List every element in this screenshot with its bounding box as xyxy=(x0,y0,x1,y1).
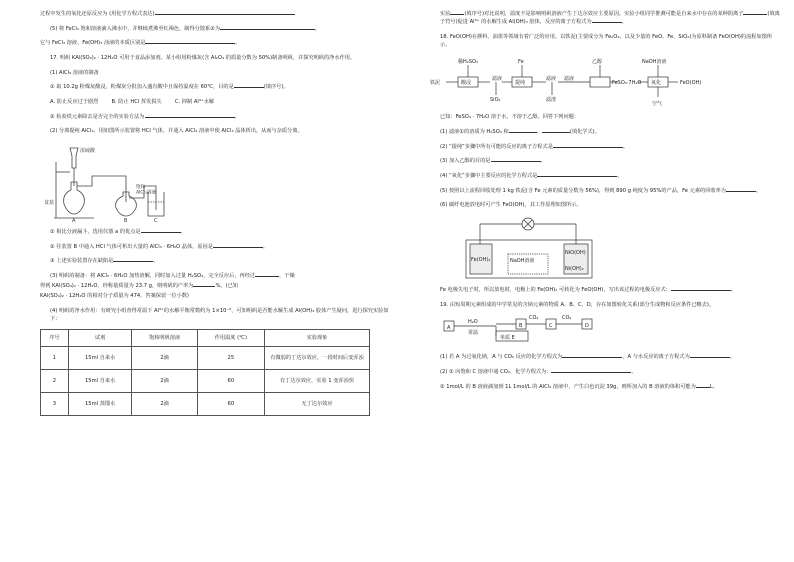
answer-blank[interactable] xyxy=(113,261,153,262)
experiment-table xyxy=(40,329,370,416)
flow-fe: Fe xyxy=(518,59,524,66)
q17-part-2b: ② 往装置 B 中通入 HCl 气体可析出大量的 AlCl₃ · 6H₂O 晶体，原因是 。 xyxy=(50,243,269,250)
flow-tienni: 铁泥 xyxy=(430,80,441,87)
apparatus-figure xyxy=(40,142,390,222)
chain-co2-1: CO₂ xyxy=(529,315,539,322)
answer-blank[interactable] xyxy=(671,290,731,291)
apparatus-drawing xyxy=(40,142,200,222)
table-header-row xyxy=(41,330,370,347)
answer-blank[interactable] xyxy=(491,161,541,162)
table-header: 饱和明矾溶液 xyxy=(132,330,197,347)
answer-blank[interactable] xyxy=(255,276,279,277)
q18-part-1: (1) 滤液①的溶质为 H₂SO₄ 和 、 (填化学式)。 xyxy=(440,129,600,136)
chain-E: 单质 E xyxy=(500,335,515,342)
chain-h2o: H₂O xyxy=(468,319,478,326)
flow-oxid: 氧化 xyxy=(651,80,662,87)
answer-blank[interactable] xyxy=(592,22,622,23)
answer-blank[interactable] xyxy=(141,232,181,233)
question-17: 17. 明矾 KAl(SO₄)₂ · 12H₂O 可用于食品添加剂。某小组用粉煤灰(含 Al₂O₃ 的质量分数为 50%)制备明矾，并探究明矾的净水作用。 xyxy=(50,54,356,61)
left-line-3: 它与 FeCl₃ 溶液、Fe(OH)₃ 浊液的本质区别是 。 xyxy=(40,40,241,47)
flow-ethanol: 乙醇 xyxy=(592,59,603,66)
answer-blank[interactable] xyxy=(553,147,623,148)
table-cell: 15ml 自来水 xyxy=(68,347,132,370)
q17-part-1b: ② 检验铁元素除去是否完全的实验方法为 。 xyxy=(50,113,240,120)
table-row xyxy=(41,347,370,370)
answer-blank[interactable] xyxy=(213,247,263,248)
flow-chart-drawing xyxy=(430,55,760,107)
battery-drawing xyxy=(450,216,610,280)
chain-D: D xyxy=(585,323,589,330)
answer-blank[interactable] xyxy=(234,87,264,88)
answer-blank[interactable] xyxy=(562,357,622,358)
q17-part-2: (2) 分离提纯 AlCl₃，用如图所示装置将 HCl 气体，并通入 AlCl₃ 溶液中使 AlCl₃ 晶体析出，从而与杂质分离。 xyxy=(50,128,303,135)
label-A: A xyxy=(72,217,76,222)
q17-part-1: (1) AlCl₃ 溶液的制备 xyxy=(50,69,99,76)
answer-blank[interactable] xyxy=(155,14,295,15)
table-cell: 60 xyxy=(197,370,264,393)
table-row xyxy=(41,393,370,416)
q18-part-6b: Fe 电极失电子时，所以放电时，电极上的 Fe(OH)₂ 可转化为 FeO(OH)，写出该过程的电极反应式： 。 xyxy=(440,287,737,294)
table-cell: 1 xyxy=(41,347,69,370)
right-line-1: 实验 (填序号)对比说明，温度不是影响明矾溶液产生丁达尔效应主要原因。实验小组同学推测可能是自来水中存在的某种阴离子 (填离子符号)促进 Al³⁺ 的水解生成 Al(OH)₃ 胶体，反应的离子方程式为 。 xyxy=(440,11,780,26)
table-cell: 有丁达尔效应，实验 1 变浑浊快 xyxy=(265,370,370,393)
table-header: 实验现象 xyxy=(265,330,370,347)
chain-co2-2: CO₂ xyxy=(562,315,572,322)
table-header: 序号 xyxy=(41,330,69,347)
flow-lvye1: 滤液 xyxy=(492,76,503,83)
label-salt: 食盐 xyxy=(44,199,55,206)
answer-blank[interactable] xyxy=(537,176,617,177)
answer-blank[interactable] xyxy=(145,117,235,118)
q17-part-3a: (3) 明矾的制备：将 AlCl₃ · 6H₂O 加热溶解，同时加入过量 H₂SO₄，完全反应后，再经过 ，干燥 xyxy=(50,272,295,279)
conversion-chain xyxy=(430,315,780,347)
right-column xyxy=(430,10,780,397)
flow-product1: FeSO₄·7H₂O xyxy=(612,80,642,87)
q17-part-1a: ① 取 10.2g 粉煤灰酸浸，粉煤灰分批加入盛有酸中且保持温度在 60℃，目的是 (填序号)。 xyxy=(50,84,289,91)
cell-right-bottom: Ni(OH)₂ xyxy=(565,266,584,273)
table-cell: 2 xyxy=(41,370,69,393)
label-B: B xyxy=(124,217,128,222)
flow-sio2: SiO₂ xyxy=(490,97,501,104)
table-cell: 2滴 xyxy=(132,393,197,416)
q18-part-4: (4) “氧化”步骤中主要反应的化学方程式是 。 xyxy=(440,173,623,180)
flow-lvye3: 滤液 xyxy=(564,76,575,83)
q18-part-6: (6) 碳纤电池放电时可产生 FeO(OH)，其工作原理如图所示。 xyxy=(440,202,582,209)
q17-part-2c: ③ 上述实验装置存在缺陷是 。 xyxy=(50,258,159,265)
q18-part-2: (2) “提纯”步骤中所有可能的反应的离子方程式是 。 xyxy=(440,143,629,150)
table-cell: 无丁达尔效应 xyxy=(265,393,370,416)
answer-blank[interactable] xyxy=(696,387,710,388)
q18-part-3: (3) 加入乙醇的目的是 。 xyxy=(440,158,546,165)
table-cell: 2滴 xyxy=(132,347,197,370)
flow-chart xyxy=(430,55,780,107)
answer-blank[interactable] xyxy=(542,132,570,133)
chain-cond: 常温 xyxy=(468,330,479,337)
flow-feooh: FeO(OH) xyxy=(680,80,702,87)
q17-part-3b: 得到 KAl(SO₄)₂ · 12H₂O，经称量质量为 23.7 g，则明矾的产率为 %。(已知 xyxy=(40,282,238,289)
flow-lvzha: 滤渣 xyxy=(546,97,557,104)
table-cell: 3 xyxy=(41,393,69,416)
answer-blank[interactable] xyxy=(690,357,730,358)
table-cell: 有微弱的丁达尔效应，一段时间后变浑浊 xyxy=(265,347,370,370)
chain-B: B xyxy=(519,323,523,330)
label-C: C xyxy=(154,217,158,222)
q19-part-3: ② 1mol/L 的 B 溶液滴加到 1L 1mol/L 的 AlCl₃ 溶液中，产生白色沉淀 39g，则所加入的 B 溶液的体积可能为 L。 xyxy=(440,383,718,390)
q17-part-2a: ① 相比分液漏斗，选用仪器 a 的优点是 。 xyxy=(50,228,186,235)
answer-blank[interactable] xyxy=(743,14,767,15)
answer-blank[interactable] xyxy=(726,191,756,192)
answer-blank[interactable] xyxy=(509,132,537,133)
flow-suanjin: 酸浸 xyxy=(461,80,472,87)
flow-air: 空气 xyxy=(652,101,663,108)
question-18: 18. FeO(OH)在颜料、油墨等领域有着广泛的应用。以铁泥(主要成分为 Fe₂O₃，以及少量的 FeO、Fe、SiO₂)为原料制备 FeO(OH)的流程如图所示。 xyxy=(440,33,773,48)
battery-figure xyxy=(430,216,780,280)
cell-left-electrode: Fe(OH)₂ xyxy=(471,257,491,264)
label-conc-acid: 浓硫酸 xyxy=(80,147,96,154)
answer-blank[interactable] xyxy=(193,286,215,287)
answer-blank[interactable] xyxy=(145,43,235,44)
table-header: 试剂 xyxy=(68,330,132,347)
left-column xyxy=(40,10,390,416)
known-info: 已知：FeSO₄ · 7H₂O 溶于水，不溶于乙醇。回答下列问题： xyxy=(440,114,580,121)
answer-blank[interactable] xyxy=(450,14,464,15)
answer-blank[interactable] xyxy=(551,372,631,373)
table-cell: 60 xyxy=(197,393,264,416)
left-line-2: (5) 将 FeCl₃ 饱和溶液滴入沸水中，并继续煮沸至红褐色，制得分散系②为 ， xyxy=(50,25,321,32)
table-cell: 2滴 xyxy=(132,370,197,393)
conversion-chain-drawing xyxy=(440,315,640,347)
q19-part-1: (1) 若 A 为过氧化钠，A 与 CO₂ 反应的化学方程式为 ，A 与水反应的离子方程式为 。 xyxy=(440,354,735,361)
cell-right-top: NiO(OH) xyxy=(565,250,586,257)
table-header: 作用温度 (℃) xyxy=(197,330,264,347)
table-cell: 25 xyxy=(197,347,264,370)
q17-part-4: (4) 明矾的净水作用：有研究小组查得常温下 Al³⁺的水解平衡常数约为 1×10⁻⁵，可知明矾是否能水解生成 Al(OH)₃ 胶体产生疑问，进行探究实验如下： xyxy=(50,307,389,322)
label-alcl3-solution: 饱和 AlCl₃溶液 xyxy=(136,184,156,196)
q18-part-5: (5) 按照以上流程回收处理 1 kg 铁泥(含 Fe 元素的质量分数为 56%)，得到 890 g 纯度为 95%的产品，Fe 元素的回收率为 。 xyxy=(440,187,762,194)
chain-C: C xyxy=(549,323,553,330)
table-cell: 15ml 蒸馏水 xyxy=(68,393,132,416)
flow-acid: 稀H₂SO₄ xyxy=(458,59,478,66)
q19-part-2: (2) ① 向饱和 C 溶液中通 CO₂，化学方程式为： 。 xyxy=(440,369,637,375)
chain-A: A xyxy=(447,325,451,332)
table-cell: 15ml 自来水 xyxy=(68,370,132,393)
flow-naoh: NaOH溶液 xyxy=(642,59,667,66)
q17-options: A. 防止反应过于剧烈 B. 防止 HCl 挥发损失 C. 抑制 Al³⁺水解 xyxy=(50,98,215,105)
flow-lvye2: 滤液 xyxy=(546,76,557,83)
flow-tichun: 提纯 xyxy=(515,80,526,87)
cell-electrolyte: NaOH溶液 xyxy=(510,258,535,265)
answer-blank[interactable] xyxy=(220,29,315,30)
table-row xyxy=(41,370,370,393)
q17-part-3c: KAl(SO₄)₂ · 12H₂O 的相对分子质量为 474，答案保留一位小数) xyxy=(40,293,189,299)
left-line-1: 过程中发生的氧化还原反应为 (用化学方程式表达) xyxy=(40,10,390,18)
question-19: 19. 由短周期元素组成的中学常见的含钠元素的物质 A、B、C、D，存在如图转化关系(部分生成物和反应条件已略去)。 xyxy=(440,301,715,308)
